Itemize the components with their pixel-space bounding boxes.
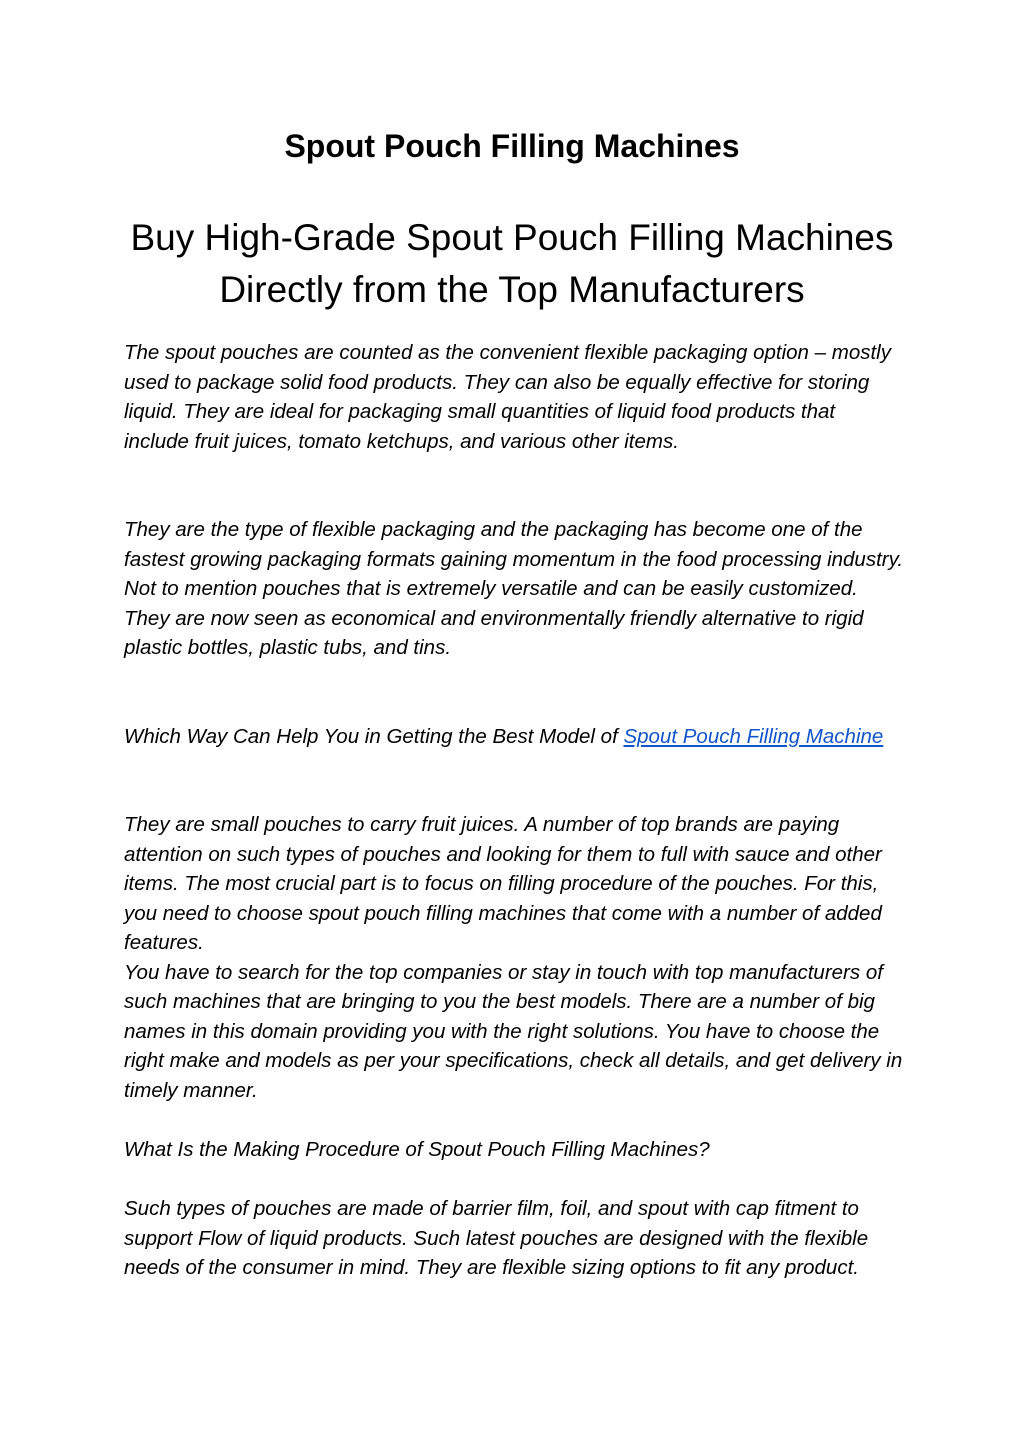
section-heading-best-model (124, 722, 904, 752)
section-heading-making-procedure: What Is the Making Procedure of Spout Pouch Filling Machines? (124, 1138, 710, 1161)
document-subtitle: Buy High-Grade Spout Pouch Filling Machines Directly from the Top Manufacturers (130, 217, 894, 310)
document-title: Spout Pouch Filling Machines (284, 128, 740, 164)
paragraph-small-pouches: They are small pouches to carry fruit juices. A number of top brands are paying attention on such types of pouches and looking for them to full with sauce and other items. The most crucial part is to focus on filling procedure of the pouches. For this, you need to choose spout pouch filling machines that come with a number of added features. (124, 813, 882, 954)
section-heading-text: Which Way Can Help You in Getting the Best Model of (124, 725, 624, 748)
paragraph-group-brands (124, 810, 904, 1105)
paragraph-intro: The spout pouches are counted as the convenient flexible packaging option – mostly used to package solid food products. They can also be equally effective for storing liquid. They are ideal for packaging small quantities of liquid food products that include fruit juices, tomato ketchups, and various other items. (124, 341, 891, 453)
paragraph-barrier-film: Such types of pouches are made of barrier film, foil, and spout with cap fitment to support Flow of liquid products. Such latest pouches are designed with the flexible needs of the consumer in mind. They are flexible sizing options to fit any product. (124, 1197, 869, 1279)
paragraph-search-companies: You have to search for the top companies or stay in touch with top manufacturers of such machines that are bringing to you the best models. There are a number of big names in this domain providing you with the right solutions. You have to choose the right make and models as per your specifications, check all details, and get delivery in timely manner. (124, 960, 903, 1102)
spout-pouch-filling-machine-link[interactable]: Spout Pouch Filling Machine (623, 725, 884, 748)
paragraph-flexible-packaging: They are the type of flexible packaging and the packaging has become one of the fastest growing packaging formats gaining momentum in the food processing industry. Not to mention pouches that is extremely versatile and can be easily customized. They are now seen as economical and environmentally friendly alternative to rigid plastic bottles, plastic tubs, and tins. (124, 518, 904, 659)
